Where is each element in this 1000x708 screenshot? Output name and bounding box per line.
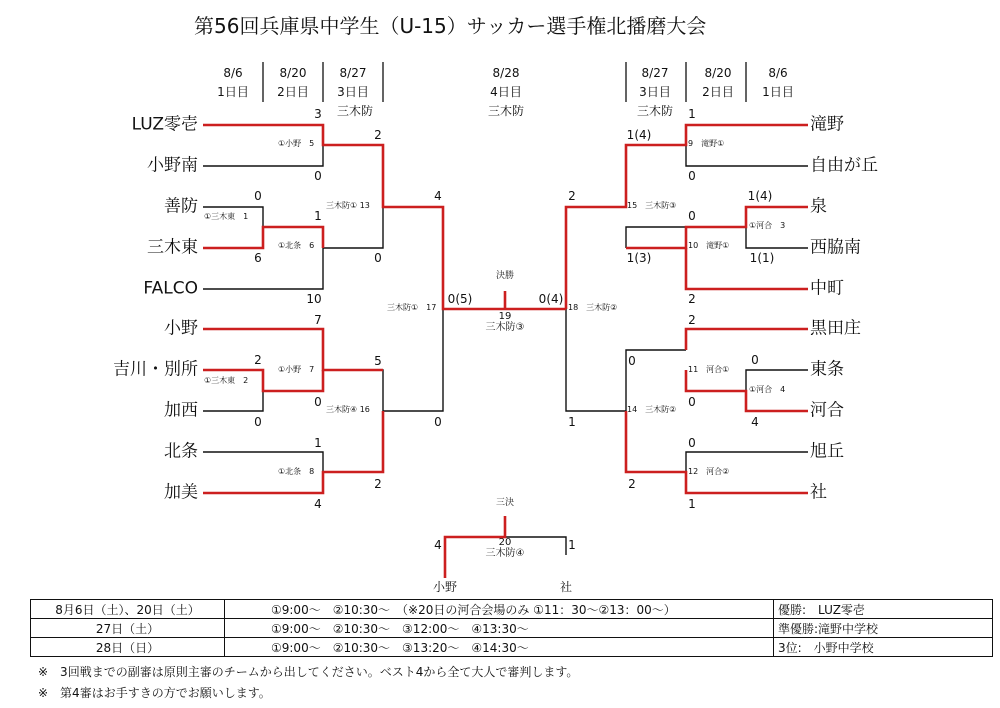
round-day: 3日目 xyxy=(639,85,671,99)
game-number: 11 河合① xyxy=(688,365,730,374)
score: 7 xyxy=(314,313,322,327)
score: 1 xyxy=(568,415,576,429)
team-name: 北条 xyxy=(164,441,198,462)
schedule-day: 27日（土） xyxy=(31,619,225,638)
score: 4 xyxy=(434,189,442,203)
score: 0 xyxy=(688,436,696,450)
schedule-times: ①9:00〜 ②10:30〜 ③12:00〜 ④13:30〜 xyxy=(225,619,774,638)
team-name: 河合 xyxy=(810,400,844,421)
score: 6 xyxy=(254,251,262,265)
team-name: 三木東 xyxy=(147,237,198,258)
team-name: 自由が丘 xyxy=(810,155,878,176)
team-name: 西脇南 xyxy=(810,237,861,258)
game-number: 三木防① 13 xyxy=(326,201,370,210)
score: 2 xyxy=(628,477,636,491)
team-name: 社 xyxy=(559,580,573,594)
round-day: 2日目 xyxy=(277,85,309,99)
game-number: 18 三木防② xyxy=(568,303,618,312)
team-name: 小野南 xyxy=(147,155,198,176)
game-venue: 三木防④ xyxy=(485,548,525,559)
score: 10 xyxy=(306,292,322,306)
page-title: 第56回兵庫県中学生（U-15）サッカー選手権北播磨大会 xyxy=(194,14,707,38)
round-date: 8/27 xyxy=(339,66,367,80)
score: 1 xyxy=(688,497,696,511)
round-date: 8/6 xyxy=(223,66,243,80)
game-number: ①小野 7 xyxy=(278,365,315,374)
score: 5 xyxy=(374,354,382,368)
score: 4 xyxy=(434,538,442,552)
round-date: 8/6 xyxy=(768,66,788,80)
score: 1(4) xyxy=(626,128,652,142)
score: 2 xyxy=(568,189,576,203)
result-winner: 優勝: LUZ零壱 xyxy=(774,600,993,619)
footnote: ※ 第4審はお手すきの方でお願いします。 xyxy=(38,686,271,700)
team-name: 小野 xyxy=(164,318,198,339)
round-date: 8/28 xyxy=(492,66,520,80)
game-number: ①小野 5 xyxy=(278,139,315,148)
round-venue: 三木防 xyxy=(487,104,525,118)
score: 0 xyxy=(314,395,322,409)
score: 0(4) xyxy=(538,292,564,306)
schedule-table xyxy=(30,599,993,657)
game-number: 19 xyxy=(498,311,512,322)
table-row xyxy=(31,619,993,638)
team-name: 旭丘 xyxy=(810,441,844,462)
score: 0 xyxy=(434,415,442,429)
round-day: 2日目 xyxy=(702,85,734,99)
score: 0 xyxy=(374,251,382,265)
score: 0 xyxy=(751,353,759,367)
score: 1 xyxy=(568,538,576,552)
score: 1(3) xyxy=(626,251,652,265)
score: 0 xyxy=(254,189,262,203)
score: 2 xyxy=(688,292,696,306)
score: 2 xyxy=(688,313,696,327)
game-number: 20 xyxy=(498,537,512,548)
game-number: 三木防① 17 xyxy=(387,303,437,312)
score: 0 xyxy=(688,169,696,183)
game-number: 9 滝野① xyxy=(688,139,725,148)
header-dividers xyxy=(263,62,746,102)
score: 4 xyxy=(314,497,322,511)
score: 1(1) xyxy=(749,251,775,265)
score: 1 xyxy=(688,107,696,121)
score: 0 xyxy=(314,169,322,183)
score: 1 xyxy=(314,209,322,223)
score: 4 xyxy=(751,415,759,429)
team-name: 滝野 xyxy=(810,114,844,135)
team-name: 中町 xyxy=(810,278,844,299)
team-name: 吉川・別所 xyxy=(113,359,198,380)
schedule-times: ①9:00〜 ②10:30〜 ③13:20〜 ④14:30〜 xyxy=(225,638,774,657)
score: 0 xyxy=(688,209,696,223)
result-runner-up: 準優勝:滝野中学校 xyxy=(774,619,993,638)
round-day: 1日目 xyxy=(762,85,794,99)
game-number: ①河合 4 xyxy=(749,385,786,394)
schedule-times: ①9:00〜 ②10:30〜 （※20日の河合会場のみ ①11：30〜②13：00〜） xyxy=(225,600,774,619)
score: 0(5) xyxy=(447,292,473,306)
game-number: 三木防④ 16 xyxy=(326,405,370,414)
third-place-label: 三決 xyxy=(495,498,515,508)
game-number: 10 滝野① xyxy=(688,241,730,250)
game-number: ①河合 3 xyxy=(749,221,786,230)
team-name: 社 xyxy=(810,482,827,503)
team-name: 小野 xyxy=(432,580,458,594)
team-name: 泉 xyxy=(810,196,827,217)
table-row xyxy=(31,638,993,657)
game-number: ①三木東 1 xyxy=(204,212,249,221)
team-name: 加西 xyxy=(164,400,198,421)
team-name: 加美 xyxy=(164,482,198,503)
score: 1 xyxy=(314,436,322,450)
score: 3 xyxy=(314,107,322,121)
table-row xyxy=(31,600,993,619)
score: 0 xyxy=(688,395,696,409)
team-name: FALCO xyxy=(143,278,198,299)
team-name: 善防 xyxy=(164,196,198,217)
footnote: ※ 3回戦までの副審は原則主審のチームから出してください。ベスト4から全て大人で審判します。 xyxy=(38,665,579,679)
final-label: 決勝 xyxy=(495,271,515,281)
round-day: 4日目 xyxy=(490,85,522,99)
winner-lines xyxy=(203,125,808,578)
game-number: ①三木東 2 xyxy=(204,376,249,385)
game-venue: 三木防③ xyxy=(485,322,525,333)
team-name: 東条 xyxy=(810,359,844,380)
game-number: 12 河合② xyxy=(688,467,730,476)
score: 2 xyxy=(374,128,382,142)
schedule-day: 8月6日（土）、20日（土） xyxy=(31,600,225,619)
score: 0 xyxy=(628,354,636,368)
team-name: LUZ零壱 xyxy=(131,114,198,135)
round-venue: 三木防 xyxy=(336,104,374,118)
game-number: 14 三木防② xyxy=(627,405,677,414)
round-date: 8/20 xyxy=(704,66,732,80)
result-third: 3位: 小野中学校 xyxy=(774,638,993,657)
schedule-day: 28日（日） xyxy=(31,638,225,657)
score: 2 xyxy=(254,353,262,367)
round-day: 1日目 xyxy=(217,85,249,99)
game-number: ①北条 8 xyxy=(278,467,315,476)
score: 0 xyxy=(254,415,262,429)
score: 1(4) xyxy=(747,189,773,203)
team-name: 黒田庄 xyxy=(810,318,861,339)
round-date: 8/20 xyxy=(279,66,307,80)
score: 2 xyxy=(374,477,382,491)
round-day: 3日目 xyxy=(337,85,369,99)
round-venue: 三木防 xyxy=(636,104,674,118)
game-number: 15 三木防③ xyxy=(627,201,677,210)
round-date: 8/27 xyxy=(641,66,669,80)
game-number: ①北条 6 xyxy=(278,241,315,250)
